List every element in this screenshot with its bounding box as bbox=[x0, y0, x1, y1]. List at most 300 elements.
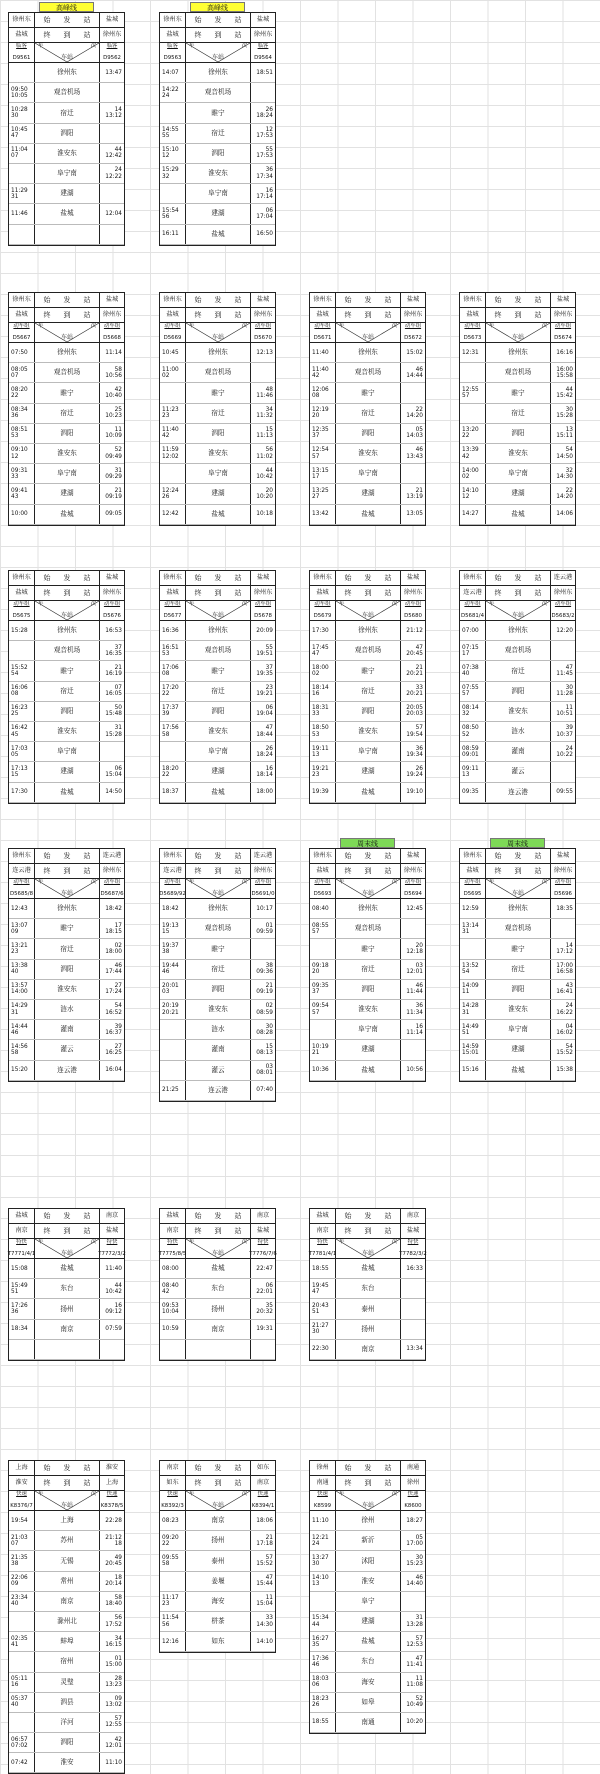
down-time bbox=[460, 742, 486, 761]
origin-left: 徐州东 bbox=[160, 571, 186, 585]
label-char: 站 bbox=[534, 573, 542, 582]
label-char: 发 bbox=[364, 295, 372, 304]
time-part: 10:45 bbox=[162, 349, 179, 356]
time-part: 16:53 bbox=[105, 627, 122, 634]
time-part: 12:20 bbox=[556, 627, 573, 634]
up-time bbox=[401, 1531, 425, 1550]
time-part: 11:23 bbox=[162, 407, 179, 414]
station-name: 建湖 bbox=[336, 484, 401, 503]
station-row bbox=[9, 1000, 124, 1020]
station-name: 观音机场 bbox=[186, 641, 251, 660]
up-time bbox=[401, 1652, 425, 1671]
station-name: 淮安东 bbox=[35, 980, 100, 999]
time-part: 18:00 bbox=[256, 789, 273, 796]
station-name: 建湖 bbox=[336, 1612, 401, 1631]
time-part: 42 bbox=[162, 433, 170, 440]
time-part: 10:49 bbox=[406, 1702, 423, 1709]
time-part: 03 bbox=[415, 963, 423, 970]
down-time bbox=[310, 424, 336, 443]
time-part: 40 bbox=[11, 969, 19, 976]
line-banner: 高峰线 bbox=[39, 2, 94, 12]
label-char: 始 bbox=[344, 295, 352, 304]
time-part: 12 bbox=[11, 453, 19, 460]
time-part: 14:28 bbox=[462, 1003, 479, 1010]
origin-row bbox=[9, 293, 124, 308]
train-number: D5696 bbox=[554, 890, 572, 897]
time-part: 34 bbox=[114, 1635, 122, 1642]
time-part: 20:45 bbox=[406, 650, 423, 657]
label-char: 到 bbox=[364, 1478, 372, 1487]
time-part: 55 bbox=[265, 644, 273, 651]
station-row bbox=[9, 1340, 124, 1360]
time-part: 15:48 bbox=[105, 711, 122, 718]
time-part: 44 bbox=[565, 386, 573, 393]
station-row bbox=[160, 1000, 275, 1020]
time-part: 50 bbox=[114, 705, 122, 712]
down-time bbox=[460, 1061, 486, 1080]
train-type: 快速 bbox=[407, 1491, 419, 1497]
station-row bbox=[160, 661, 275, 681]
station-label: 车站 bbox=[361, 890, 374, 897]
train-type: 动车组 bbox=[103, 879, 121, 885]
train-label-right: 次 bbox=[241, 879, 247, 885]
origin-right: 盐城 bbox=[105, 295, 119, 303]
down-time bbox=[460, 343, 486, 362]
up-time bbox=[401, 1279, 425, 1298]
terminal-right: 徐州东 bbox=[253, 310, 273, 318]
train-label-left: 车 bbox=[339, 1239, 345, 1245]
terminal-row bbox=[310, 308, 425, 323]
time-part: 15:49 bbox=[11, 1282, 28, 1289]
station-row bbox=[460, 1061, 575, 1081]
time-part: 22:28 bbox=[105, 1517, 122, 1524]
train-left bbox=[310, 1239, 336, 1258]
station-name: 建湖 bbox=[35, 484, 100, 503]
line-banner: 周末线 bbox=[490, 838, 545, 848]
station-row bbox=[160, 899, 275, 919]
origin-row bbox=[9, 1461, 124, 1476]
down-time bbox=[460, 960, 486, 979]
down-time bbox=[9, 164, 35, 183]
station-row bbox=[160, 1020, 275, 1040]
up-time bbox=[251, 1340, 275, 1359]
train-number: K8392/3 bbox=[161, 1502, 184, 1509]
label-char: 到 bbox=[63, 30, 71, 39]
station-name: 观音机场 bbox=[486, 641, 551, 660]
time-part: 17:34 bbox=[256, 173, 273, 180]
down-time bbox=[9, 124, 35, 143]
station-name: 徐州 bbox=[336, 1511, 401, 1530]
time-part: 08:13 bbox=[256, 1049, 273, 1056]
time-part: 42 bbox=[312, 372, 320, 379]
label-char: 到 bbox=[63, 866, 71, 875]
station-row bbox=[460, 464, 575, 484]
station-name: 阜宁南 bbox=[336, 742, 401, 761]
train-left bbox=[9, 1491, 35, 1510]
terminal-label bbox=[35, 308, 100, 322]
time-part: 11:59 bbox=[162, 447, 179, 454]
station-name: 建湖 bbox=[186, 762, 251, 781]
station-row bbox=[310, 1320, 425, 1340]
origin-label bbox=[336, 849, 401, 863]
up-time bbox=[401, 1713, 425, 1732]
up-time bbox=[251, 124, 275, 143]
station-header bbox=[486, 601, 551, 620]
train-number: D5669 bbox=[163, 334, 182, 341]
station-header bbox=[336, 1491, 401, 1510]
time-part: 53 bbox=[312, 731, 320, 738]
time-part: 13:12 bbox=[105, 112, 122, 119]
down-time bbox=[160, 1320, 186, 1339]
time-part: 17:12 bbox=[556, 948, 573, 955]
origin-left: 徐州东 bbox=[160, 293, 186, 307]
time-part: 35 bbox=[265, 1302, 273, 1309]
time-part: 58 bbox=[162, 731, 170, 738]
label-char: 站 bbox=[534, 588, 542, 597]
time-part: 20 bbox=[265, 487, 273, 494]
label-char: 终 bbox=[43, 1226, 51, 1235]
time-part: 30 bbox=[312, 1329, 320, 1336]
time-part: 18:23 bbox=[312, 1696, 329, 1703]
time-part: 17:53 bbox=[256, 133, 273, 140]
time-part: 16:16 bbox=[556, 349, 573, 356]
train-label-right: 次 bbox=[241, 1239, 247, 1245]
train-number: D5681/4 bbox=[460, 612, 485, 619]
station-row bbox=[160, 63, 275, 83]
up-time bbox=[100, 1673, 124, 1692]
time-part: 12:16 bbox=[162, 1638, 179, 1645]
train-type: 动车组 bbox=[554, 323, 572, 329]
station-row bbox=[310, 1000, 425, 1020]
station-name: 阜宁南 bbox=[186, 464, 251, 483]
station-name: 姜堰 bbox=[186, 1572, 251, 1591]
down-time bbox=[9, 1320, 35, 1339]
up-time bbox=[251, 404, 275, 423]
train-timetable bbox=[309, 1208, 426, 1361]
station-name: 泗阳 bbox=[35, 702, 100, 721]
train-label-right: 次 bbox=[391, 1239, 397, 1245]
label-char: 站 bbox=[83, 866, 91, 875]
station-row bbox=[160, 404, 275, 424]
time-part: 20 bbox=[312, 969, 320, 976]
up-time bbox=[100, 1713, 124, 1732]
time-part: 18:24 bbox=[256, 751, 273, 758]
station-row bbox=[160, 919, 275, 939]
label-char: 站 bbox=[384, 573, 392, 582]
station-name: 泗阳 bbox=[186, 144, 251, 163]
time-part: 19:34 bbox=[406, 751, 423, 758]
down-time bbox=[310, 641, 336, 660]
origin-label bbox=[486, 571, 551, 585]
train-label-left: 车 bbox=[38, 43, 44, 49]
up-time bbox=[551, 1000, 575, 1019]
station-row bbox=[9, 661, 124, 681]
time-part: 08 bbox=[312, 392, 320, 399]
train-label-right: 次 bbox=[90, 1491, 96, 1497]
time-part: 18:14 bbox=[312, 685, 329, 692]
train-timetable bbox=[459, 840, 576, 1082]
up-time bbox=[100, 1020, 124, 1039]
terminal-row bbox=[160, 28, 275, 43]
origin-right: 南京 bbox=[256, 1211, 270, 1219]
time-part: 54 bbox=[565, 447, 573, 454]
terminal-row bbox=[310, 1224, 425, 1239]
up-time bbox=[100, 164, 124, 183]
origin-row bbox=[160, 849, 275, 864]
label-char: 站 bbox=[234, 866, 242, 875]
station-row bbox=[160, 1320, 275, 1340]
down-time bbox=[460, 621, 486, 640]
origin-left: 徐州东 bbox=[460, 571, 486, 585]
time-part: 19:21 bbox=[256, 691, 273, 698]
down-time bbox=[9, 404, 35, 423]
down-time bbox=[9, 919, 35, 938]
train-type: 动车组 bbox=[554, 601, 572, 607]
station-name: 阜宁南 bbox=[336, 464, 401, 483]
station-row bbox=[160, 1259, 275, 1279]
down-time bbox=[160, 1040, 186, 1059]
down-time bbox=[9, 1340, 35, 1359]
time-part: 44 bbox=[312, 1621, 320, 1628]
label-char: 发 bbox=[63, 1463, 71, 1472]
train-type: 快速 bbox=[317, 1491, 328, 1497]
label-char: 始 bbox=[494, 573, 502, 582]
station-label: 车站 bbox=[60, 1502, 73, 1509]
train-number: D5673 bbox=[463, 334, 482, 341]
time-part: 10:04 bbox=[162, 1308, 179, 1315]
label-char: 终 bbox=[43, 1478, 51, 1487]
station-name: 盐城 bbox=[186, 225, 251, 244]
time-part: 19:44 bbox=[162, 963, 179, 970]
up-time bbox=[251, 444, 275, 463]
down-time bbox=[9, 702, 35, 721]
up-time bbox=[100, 762, 124, 781]
station-row bbox=[9, 164, 124, 184]
up-time bbox=[401, 1061, 425, 1080]
time-part: 12 bbox=[162, 153, 170, 160]
station-row bbox=[310, 444, 425, 464]
time-part: 23:34 bbox=[11, 1595, 28, 1602]
down-time bbox=[160, 363, 186, 382]
up-time bbox=[551, 404, 575, 423]
train-label-left: 车 bbox=[189, 1239, 195, 1245]
train-type: 动车组 bbox=[254, 601, 272, 607]
station-row bbox=[160, 83, 275, 103]
station-row bbox=[160, 1340, 275, 1360]
label-char: 始 bbox=[194, 15, 202, 24]
time-part: 36 bbox=[11, 413, 19, 420]
station-name: 徐州东 bbox=[186, 899, 251, 918]
station-label: 车站 bbox=[361, 1502, 374, 1509]
down-time bbox=[9, 722, 35, 741]
label-char: 站 bbox=[534, 310, 542, 319]
label-char: 站 bbox=[384, 851, 392, 860]
time-part: 20:32 bbox=[256, 1308, 273, 1315]
time-part: 21:12 bbox=[105, 1534, 122, 1541]
station-row bbox=[310, 383, 425, 403]
station-row bbox=[460, 919, 575, 939]
time-part: 17:37 bbox=[162, 705, 179, 712]
terminal-row bbox=[9, 586, 124, 601]
time-part: 33 bbox=[11, 473, 19, 480]
time-part: 13:34 bbox=[406, 1346, 423, 1353]
time-part: 11:10 bbox=[105, 1759, 122, 1766]
train-right bbox=[551, 323, 575, 342]
station-row bbox=[160, 960, 275, 980]
time-part: 07:00 bbox=[462, 627, 479, 634]
down-time bbox=[460, 919, 486, 938]
up-time bbox=[251, 783, 275, 802]
time-part: 02 bbox=[462, 473, 470, 480]
time-part: 38 bbox=[162, 948, 170, 955]
train-number: D5676 bbox=[103, 612, 121, 619]
station-name: 阜宁南 bbox=[186, 184, 251, 203]
time-part: 46 bbox=[415, 447, 423, 454]
time-part: 12 bbox=[462, 493, 470, 500]
station-name: 盐城 bbox=[35, 505, 100, 524]
time-part: 12:59 bbox=[462, 905, 479, 912]
origin-left: 徐州东 bbox=[460, 849, 486, 863]
down-time bbox=[310, 363, 336, 382]
station-row bbox=[9, 899, 124, 919]
origin-right: 盐城 bbox=[556, 851, 570, 859]
origin-label bbox=[186, 293, 251, 307]
time-part: 02:35 bbox=[11, 1635, 28, 1642]
time-part: 43 bbox=[11, 493, 19, 500]
train-left bbox=[160, 1491, 186, 1510]
down-time bbox=[460, 424, 486, 443]
station-name: 宿迁 bbox=[35, 404, 100, 423]
label-char: 站 bbox=[384, 1226, 392, 1235]
time-part: 54 bbox=[11, 670, 19, 677]
time-part: 11:32 bbox=[256, 413, 273, 420]
time-part: 11:40 bbox=[312, 366, 329, 373]
down-time bbox=[160, 1299, 186, 1318]
up-time bbox=[100, 83, 124, 102]
time-part: 16:58 bbox=[556, 969, 573, 976]
up-time bbox=[251, 424, 275, 443]
label-char: 终 bbox=[43, 310, 51, 319]
terminal-row bbox=[310, 586, 425, 601]
time-part: 30 bbox=[11, 112, 19, 119]
up-time bbox=[100, 1652, 124, 1671]
time-part: 27 bbox=[312, 493, 320, 500]
label-char: 始 bbox=[194, 295, 202, 304]
terminal-right: 盐城 bbox=[105, 1226, 119, 1234]
time-part: 46 bbox=[312, 1661, 320, 1668]
station-row bbox=[160, 1279, 275, 1299]
time-part: 07:02 bbox=[11, 1742, 28, 1749]
up-time bbox=[401, 783, 425, 802]
train-label-left: 车 bbox=[339, 879, 345, 885]
time-part: 07 bbox=[114, 685, 122, 692]
up-time bbox=[100, 1040, 124, 1059]
time-part: 13:21 bbox=[11, 942, 28, 949]
time-part: 15:04 bbox=[105, 771, 122, 778]
train-right bbox=[100, 1491, 124, 1510]
train-type: 动车组 bbox=[103, 601, 121, 607]
station-row bbox=[160, 1040, 275, 1060]
station-name: 淮安东 bbox=[35, 144, 100, 163]
origin-left: 徐州 bbox=[310, 1461, 336, 1475]
station-header bbox=[35, 1491, 100, 1510]
train-label-right: 次 bbox=[90, 601, 96, 607]
time-part: 06 bbox=[265, 705, 273, 712]
down-time bbox=[310, 505, 336, 524]
time-part: 17:00 bbox=[556, 963, 573, 970]
up-time bbox=[100, 144, 124, 163]
time-part: 07 bbox=[11, 1540, 19, 1547]
station-name: 泗阳 bbox=[186, 980, 251, 999]
station-row bbox=[160, 144, 275, 164]
down-time bbox=[460, 980, 486, 999]
station-name: 徐州东 bbox=[186, 343, 251, 362]
station-name: 泗阳 bbox=[486, 980, 551, 999]
station-name: 淮安东 bbox=[186, 1000, 251, 1019]
time-part: 37 bbox=[265, 664, 273, 671]
station-name: 淮安东 bbox=[186, 444, 251, 463]
down-time bbox=[9, 363, 35, 382]
time-part: 14 bbox=[565, 942, 573, 949]
time-part: 09:11 bbox=[462, 765, 479, 772]
label-char: 发 bbox=[214, 851, 222, 860]
station-row bbox=[460, 641, 575, 661]
down-time bbox=[160, 383, 186, 402]
up-time bbox=[251, 641, 275, 660]
time-part: 15:00 bbox=[105, 1661, 122, 1668]
train-number: K8599 bbox=[313, 1502, 332, 1509]
up-time bbox=[100, 1733, 124, 1752]
down-time bbox=[9, 1652, 35, 1671]
time-part: 15:10 bbox=[162, 147, 179, 154]
time-part: 21 bbox=[114, 664, 122, 671]
station-name: 南京 bbox=[186, 1320, 251, 1339]
train-label-left: 车 bbox=[38, 879, 44, 885]
terminal-label bbox=[336, 864, 401, 878]
time-part: 09:29 bbox=[105, 473, 122, 480]
time-part: 14:10 bbox=[312, 1575, 329, 1582]
time-part: 07:40 bbox=[256, 1087, 273, 1094]
station-row bbox=[310, 424, 425, 444]
origin-row bbox=[160, 1209, 275, 1224]
train-label-right: 次 bbox=[541, 601, 547, 607]
time-part: 14:30 bbox=[256, 1621, 273, 1628]
station-header bbox=[35, 601, 100, 620]
time-part: 11:17 bbox=[162, 1595, 179, 1602]
label-char: 站 bbox=[234, 851, 242, 860]
train-number: D5693 bbox=[313, 890, 332, 897]
station-row bbox=[9, 444, 124, 464]
up-time bbox=[100, 184, 124, 203]
time-part: 52 bbox=[462, 731, 470, 738]
time-part: 14:49 bbox=[462, 1023, 479, 1030]
time-part: 43 bbox=[565, 983, 573, 990]
label-char: 终 bbox=[43, 588, 51, 597]
train-left bbox=[460, 323, 486, 342]
origin-right: 盐城 bbox=[406, 851, 420, 859]
down-time bbox=[9, 783, 35, 802]
station-label: 车站 bbox=[511, 890, 524, 897]
down-time bbox=[310, 1000, 336, 1019]
time-part: 18:31 bbox=[312, 705, 329, 712]
label-char: 终 bbox=[43, 866, 51, 875]
station-row bbox=[9, 621, 124, 641]
time-part: 13:27 bbox=[312, 1554, 329, 1561]
station-row bbox=[310, 1061, 425, 1081]
train-number: D5680 bbox=[404, 612, 422, 619]
time-part: 15:54 bbox=[162, 207, 179, 214]
time-part: 57 bbox=[114, 1716, 122, 1723]
